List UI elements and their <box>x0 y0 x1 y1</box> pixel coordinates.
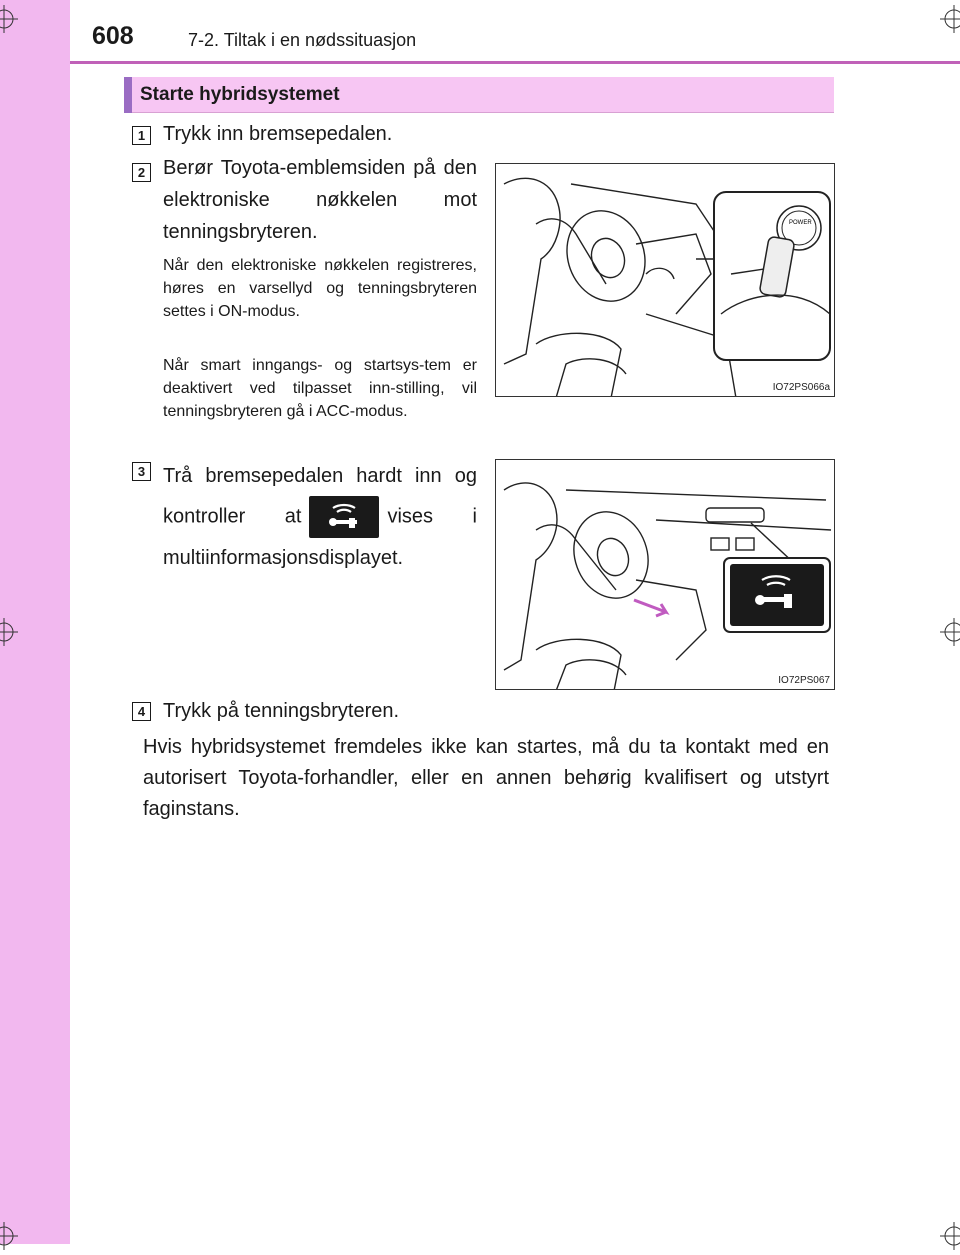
step-3-text-after: vises i multiinformasjonsdisplayet. <box>163 505 477 569</box>
section-heading: Starte hybridsystemet <box>140 84 340 105</box>
registration-mark-icon <box>0 5 18 33</box>
registration-mark-icon <box>940 618 960 646</box>
page-number: 608 <box>92 22 134 50</box>
registration-mark-icon <box>0 618 18 646</box>
registration-mark-icon <box>940 1222 960 1250</box>
illustration-key-touch <box>495 163 835 397</box>
section-title: 7-2. Tiltak i en nødssituasjon <box>188 30 417 50</box>
step-3-text-before: Trå bremsepedalen hardt inn og kontroller at <box>163 465 477 528</box>
power-label: POWER <box>789 220 812 226</box>
step-2-note-1: Når den elektroniske nøkkelen registreres, høres en varsellyd og tenningsbryteren settes i ON-modus. <box>163 257 477 320</box>
key-wireless-icon <box>309 496 379 538</box>
figure-1-caption: IO72PS066a <box>772 382 830 393</box>
step-number-3: 3 <box>132 462 151 481</box>
step-4-text: Trykk på tenningsbryteren. <box>163 700 400 722</box>
step-2-note-2: Når smart inngangs- og startsys-tem er deaktivert ved tilpasset inn-stilling, vil tenningsbryteren gå i ACC-modus. <box>163 357 477 420</box>
step-2-text: Berør Toyota-emblemsiden på den elektroniske nøkkelen mot tenningsbryteren. <box>163 157 477 243</box>
illustration-display-check <box>495 459 835 690</box>
step-1-text: Trykk inn bremsepedalen. <box>163 123 393 145</box>
heading-accent <box>124 77 132 113</box>
step-number-2: 2 <box>132 163 151 182</box>
header-rule <box>70 61 960 64</box>
driver-key-illustration <box>496 164 835 397</box>
dashboard-illustration <box>496 460 835 690</box>
registration-mark-icon <box>0 1222 18 1250</box>
registration-mark-icon <box>940 5 960 33</box>
step-number-1: 1 <box>132 126 151 145</box>
step-number-4: 4 <box>132 702 151 721</box>
step-3-text <box>163 456 477 578</box>
closing-paragraph: Hvis hybridsystemet fremdeles ikke kan startes, må du ta kontakt med en autorisert Toyota-forhandler, eller en annen behørig kvalifisert og utstyrt faginstans. <box>143 736 829 820</box>
section-heading-bar <box>124 77 834 113</box>
figure-2-caption: IO72PS067 <box>778 675 830 686</box>
